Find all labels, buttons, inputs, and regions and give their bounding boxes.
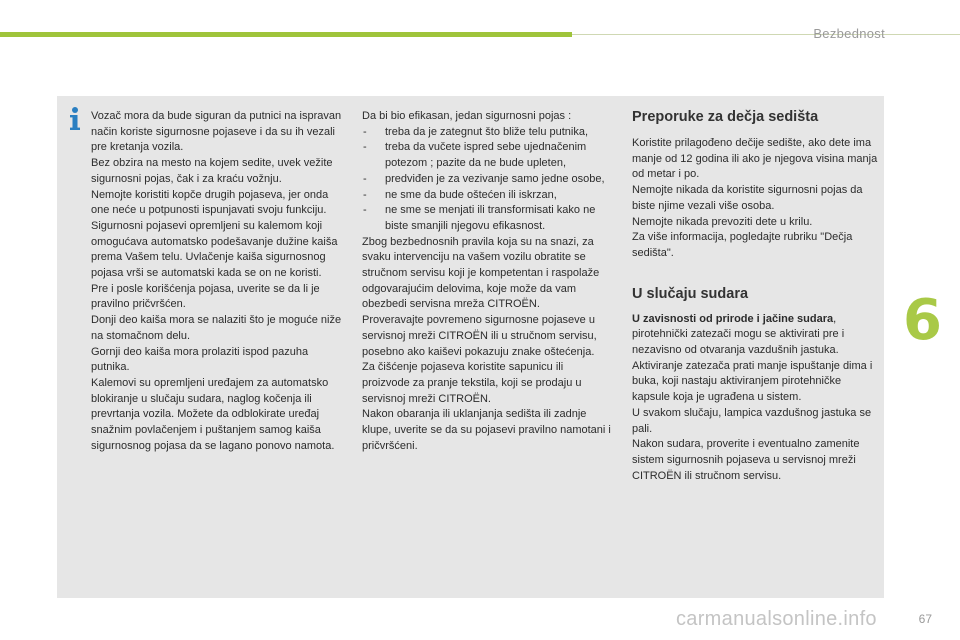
paragraph: Nakon sudara, proverite i eventualno zamenite sistem sigurnosnih pojaseva u servisnoj mreži CITROËN ili stručnom servisu.	[632, 438, 860, 482]
paragraph: Nemojte nikada da koristite sigurnosni pojas da biste njime vezali više osoba.	[632, 184, 863, 212]
heading-in-case-of-crash: U slučaju sudara	[632, 285, 749, 302]
paragraph: Koristite prilagođeno dečije sedište, ako dete ima manje od 12 godina ili ako je njegova visina manja od metar i po.	[632, 137, 878, 181]
paragraph: Nakon obaranja ili uklanjanja sedišta ili zadnje klupe, uverite se da su pojasevi pravilno namotani i pričvršćeni.	[362, 408, 611, 452]
paragraph: Gornji deo kaiša mora prolaziti ispod pazuha putnika.	[91, 345, 309, 374]
list-item-text: ne sme da bude oštećen ili iskrzan,	[385, 188, 557, 201]
column-child-seats-and-crash	[632, 109, 882, 484]
watermark: carmanualsonline.info	[676, 608, 877, 630]
section-title: Bezbednost	[813, 26, 885, 41]
intro-text: Da bi bio efikasan, jedan sigurnosni pojas :	[362, 110, 572, 122]
paragraph: Kalemovi su opremljeni uređajem za automatsko blokiranje u slučaju sudara, naglog kočenja ili prevrtanja vozila. Možete da odblokirate uređaj snažnim povlačenjem i puštanjem samog kaiša sigurnosnog pojasa da se lagano ponovo namota.	[91, 376, 335, 452]
bullet-dash: -	[363, 204, 367, 217]
paragraph: Zbog bezbednosnih pravila koja su na snazi, za svaku intervenciju na vašem vozilu obratite se stručnom servisu koji je kompetentan i raspolaže odgovarajućim delovima, koje može da vam obezbedi servisna mreža CITROËN.	[362, 235, 600, 311]
list-item-text: ne sme se menjati ili transformisati kako ne biste smanjili njegovu efikasnost.	[385, 204, 596, 232]
list-item	[362, 188, 612, 204]
list-item	[362, 172, 612, 188]
bullet-dash: -	[363, 141, 367, 154]
bold-lead-text: U zavisnosti od prirode i jačine sudara	[632, 312, 834, 325]
list-item	[362, 140, 612, 171]
paragraph: Bez obzira na mesto na kojem sedite, uvek vežite sigurnosni pojas, čak i za kraću vožnju.	[91, 157, 333, 185]
paragraph: Pre i posle korišćenja pojasa, uverite se da li je pravilno pričvršćen.	[91, 282, 320, 311]
paragraph	[632, 312, 882, 359]
list-item-text: predviđen je za vezivanje samo jedne osobe,	[385, 172, 605, 185]
paragraph: Vozač mora da bude siguran da putnici na ispravan način koriste sigurnosne pojaseve i da su ih vezali pre kretanja vozila.	[91, 110, 342, 154]
bullet-dash: -	[363, 188, 367, 201]
paragraph: Za više informacija, pogledajte rubriku "Dečja sedišta".	[632, 231, 853, 259]
paragraph: Sigurnosni pojasevi opremljeni su kalemom koji omogućava automatsko podešavanje dužine kaiša prema Vašem telu. Uvlačenje kaiša sigurnosnog pojasa vrši se automatski kada se on ne koristi.	[91, 219, 338, 280]
paragraph: Aktiviranje zatezača prati manje ispuštanje dima i buka, koji nastaju aktiviranjem pirotehničke kapsule koja je ugrađena u sistem.	[632, 359, 873, 404]
bullet-dash: -	[363, 172, 367, 185]
list-item	[362, 203, 612, 234]
paragraph: Nemojte koristiti kopče drugih pojaseva, jer onda one neće u potpunosti ispunjavati svoju funkciju.	[91, 188, 329, 217]
info-icon	[66, 106, 84, 132]
list-item-text: treba da je zategnut što bliže telu putnika,	[385, 125, 589, 138]
header-divider	[572, 34, 960, 35]
paragraph: U svakom slučaju, lampica vazdušnog jastuka se pali.	[632, 406, 872, 435]
bullet-dash: -	[363, 125, 367, 138]
chapter-number: 6	[903, 288, 942, 353]
list-item	[362, 125, 612, 141]
column-seatbelt-efficiency	[362, 109, 612, 454]
heading-child-seats: Preporuke za dečja sedišta	[632, 109, 819, 125]
paragraph: Nemojte nikada prevoziti dete u krilu.	[632, 215, 813, 228]
page-number: 67	[918, 612, 932, 626]
column-seatbelt-usage	[91, 109, 347, 454]
lead-continuation: , pirotehnički zatezači mogu se aktivirati pre i nezavisno od otvaranja vazdušnih jastuka.	[632, 312, 845, 357]
paragraph: Proveravajte povremeno sigurnosne pojaseve u servisnoj mreži CITROËN ili u stručnom servisu, posebno ako kaiševi pokazuju znake oštećenja.	[362, 314, 597, 358]
paragraph: Za čišćenje pojaseva koristite sapunicu ili proizvode za pranje tekstila, koji se prodaju u servisnoj mreži CITROËN.	[362, 361, 582, 405]
list-item-text: treba da vučete ispred sebe ujednačenim potezom ; pazite da ne bude upleten,	[385, 141, 587, 170]
paragraph: Donji deo kaiša mora se nalaziti što je moguće niže na stomačnom delu.	[91, 314, 342, 342]
header-accent-bar	[0, 32, 572, 37]
